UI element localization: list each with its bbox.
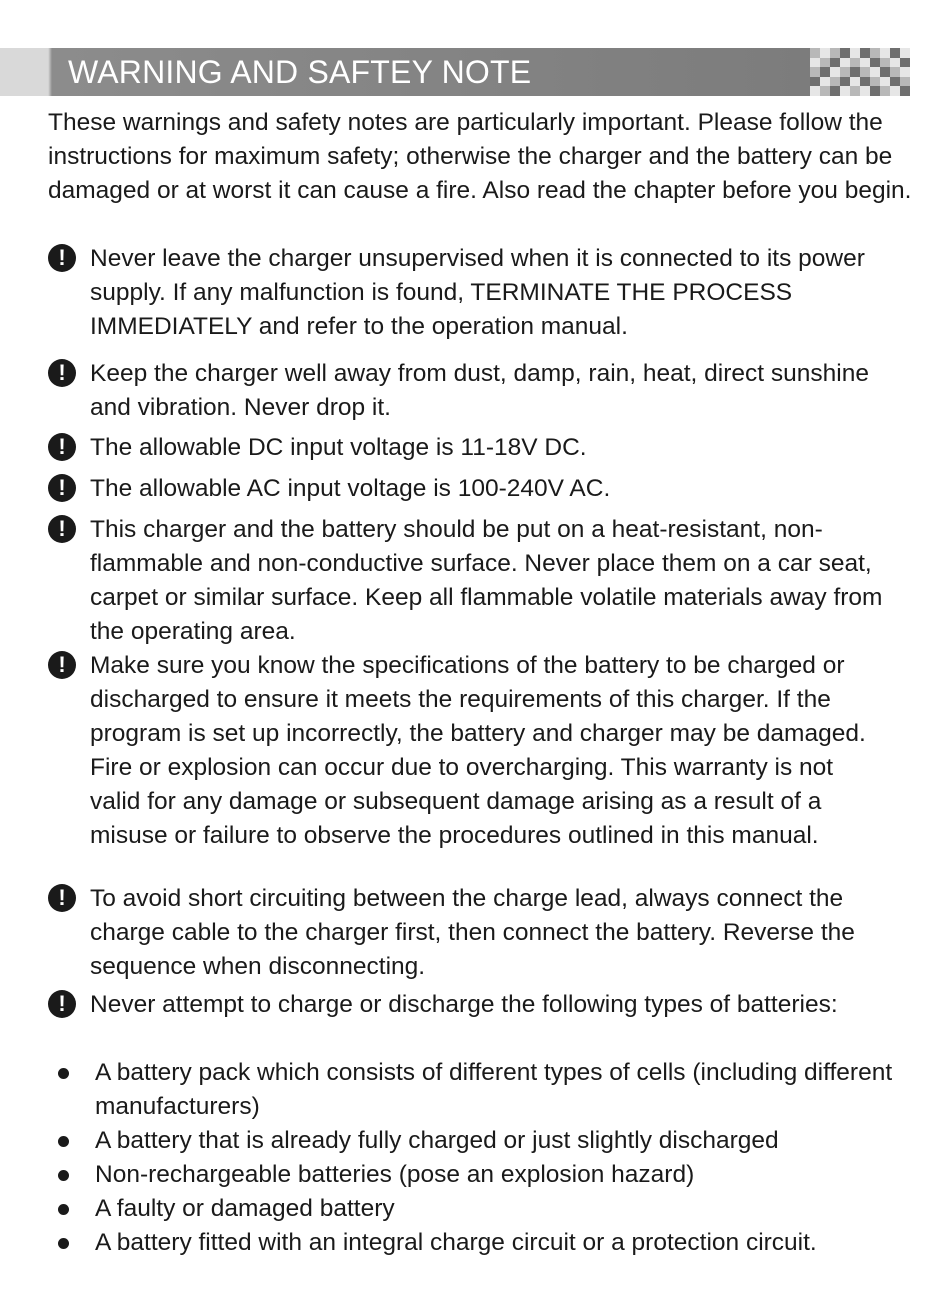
exclamation-circle-icon: ! — [48, 433, 76, 461]
warning-item — [48, 988, 908, 1022]
list-item-text: A battery pack which consists of different types of cells (including different manufacturers) — [95, 1059, 893, 1120]
exclamation-circle-icon: ! — [48, 244, 76, 272]
list-item — [58, 1158, 918, 1192]
warning-item — [48, 357, 908, 425]
warning-item — [48, 882, 908, 984]
list-item — [58, 1124, 918, 1158]
warning-text: Make sure you know the specifications of the battery to be charged or discharged to ensure it meets the requirements of this charger. If the program is set up incorrectly, the battery and charger may be damaged. Fire or explosion can occur due to overcharging. This warranty is not valid for any damage or subsequent damage arising as a result of a misuse or failure to observe the procedures outlined in this manual. — [90, 652, 866, 849]
warning-item — [48, 242, 908, 344]
list-item-text: Non-rechargeable batteries (pose an explosion hazard) — [95, 1161, 695, 1188]
list-item-text: A battery fitted with an integral charge circuit or a protection circuit. — [95, 1229, 817, 1256]
checker-pattern-decoration — [810, 48, 910, 96]
header-accent-block — [0, 48, 48, 96]
bullet-dot-icon — [58, 1136, 69, 1147]
bullet-dot-icon — [58, 1238, 69, 1249]
section-title: WARNING AND SAFTEY NOTE — [68, 54, 532, 90]
intro-paragraph: These warnings and safety notes are particularly important. Please follow the instructions for maximum safety; otherwise the charger and the battery can be damaged or at worst it can cause a fire. Also read the chapter before you begin. — [48, 109, 912, 204]
warning-text: To avoid short circuiting between the charge lead, always connect the charge cable to the charger first, then connect the battery. Reverse the sequence when disconnecting. — [90, 885, 855, 980]
list-item-text: A battery that is already fully charged or just slightly discharged — [95, 1127, 779, 1154]
warning-text: The allowable DC input voltage is 11-18V DC. — [90, 434, 587, 461]
bullet-dot-icon — [58, 1204, 69, 1215]
list-item — [58, 1192, 918, 1226]
bullet-dot-icon — [58, 1068, 69, 1079]
warning-text: Never leave the charger unsupervised when it is connected to its power supply. If any malfunction is found, TERMINATE THE PROCESS IMMEDIATELY and refer to the operation manual. — [90, 245, 865, 340]
warning-item — [48, 431, 908, 465]
list-item-text: A faulty or damaged battery — [95, 1195, 395, 1222]
exclamation-circle-icon: ! — [48, 359, 76, 387]
section-header — [0, 48, 910, 96]
warning-item — [48, 649, 908, 853]
warning-text: Never attempt to charge or discharge the following types of batteries: — [90, 991, 838, 1018]
exclamation-circle-icon: ! — [48, 474, 76, 502]
warning-item — [48, 513, 908, 649]
list-item — [58, 1226, 918, 1260]
exclamation-circle-icon: ! — [48, 884, 76, 912]
exclamation-circle-icon: ! — [48, 651, 76, 679]
warning-text: The allowable AC input voltage is 100-240V AC. — [90, 475, 611, 502]
bullet-dot-icon — [58, 1170, 69, 1181]
list-item — [58, 1056, 918, 1124]
warning-text: Keep the charger well away from dust, damp, rain, heat, direct sunshine and vibration. Never drop it. — [90, 360, 869, 421]
warning-text: This charger and the battery should be put on a heat-resistant, non-flammable and non-conductive surface. Never place them on a car seat, carpet or similar surface. Keep all flammable volatile materials away from the operating area. — [90, 516, 883, 645]
warning-item — [48, 472, 908, 506]
exclamation-circle-icon: ! — [48, 515, 76, 543]
exclamation-circle-icon: ! — [48, 990, 76, 1018]
